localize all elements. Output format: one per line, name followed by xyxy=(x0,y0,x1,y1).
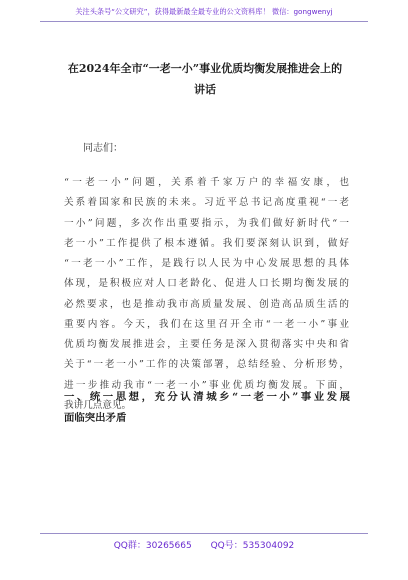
header-divider xyxy=(40,21,368,22)
body-line: 一小”问题，多次作出重要指示，为我们做好新时代“一 xyxy=(64,217,349,229)
body-line: 优质均衡发展推进会，主要任务是深入贯彻落实中央和省 xyxy=(64,339,349,350)
body-paragraph xyxy=(64,173,349,416)
body-line: 进一步推动我市“一老一小”事业优质均衡发展。下面， xyxy=(64,379,349,391)
body-line: 体现，是积极应对人口老龄化、促进人口长期均衡发展的 xyxy=(64,278,349,290)
footer-qq-group: QQ群：30265665 xyxy=(113,541,192,551)
section-heading xyxy=(64,387,350,429)
title-line-2: 讲话 xyxy=(194,83,216,96)
body-line: 我讲几点意见。 xyxy=(64,399,132,411)
section-heading-line-1: 一、统一思想，充分认清城乡“一老一小”事业发展 xyxy=(64,391,350,403)
document-title xyxy=(50,58,360,100)
salutation: 同志们： xyxy=(83,143,123,154)
header-promo-text: 关注头条号“公文研究”，获得最新最全最专业的公文资料库！ 微信：gongwenyj xyxy=(75,7,333,16)
body-line: 必然要求，也是推动我市高质量发展、创造高品质生活的 xyxy=(64,298,349,310)
footer-divider xyxy=(40,533,368,534)
body-line: 关系着国家和民族的未来。习近平总书记高度重视“一老 xyxy=(64,197,349,209)
footer-qq-number: QQ号：535304092 xyxy=(210,541,295,551)
body-line: 老一小”工作提供了根本遵循。我们要深刻认识到，做好 xyxy=(64,237,349,249)
body-line: 重要内容。今天，我们在这里召开全市“一老一小”事业 xyxy=(64,318,349,330)
body-line: 关于“一老一小”工作的决策部署，总结经验、分析形势， xyxy=(64,359,349,371)
section-heading-line-2: 面临突出矛盾 xyxy=(64,412,127,424)
body-line: “一老一小”问题，关系着千家万户的幸福安康，也 xyxy=(64,177,349,188)
footer-contact xyxy=(0,538,408,551)
body-line: “一老一小”工作，是践行以人民为中心发展思想的具体 xyxy=(64,258,349,269)
title-line-1: 在2024年全市“一老一小”事业优质均衡发展推进会上的 xyxy=(67,62,343,75)
